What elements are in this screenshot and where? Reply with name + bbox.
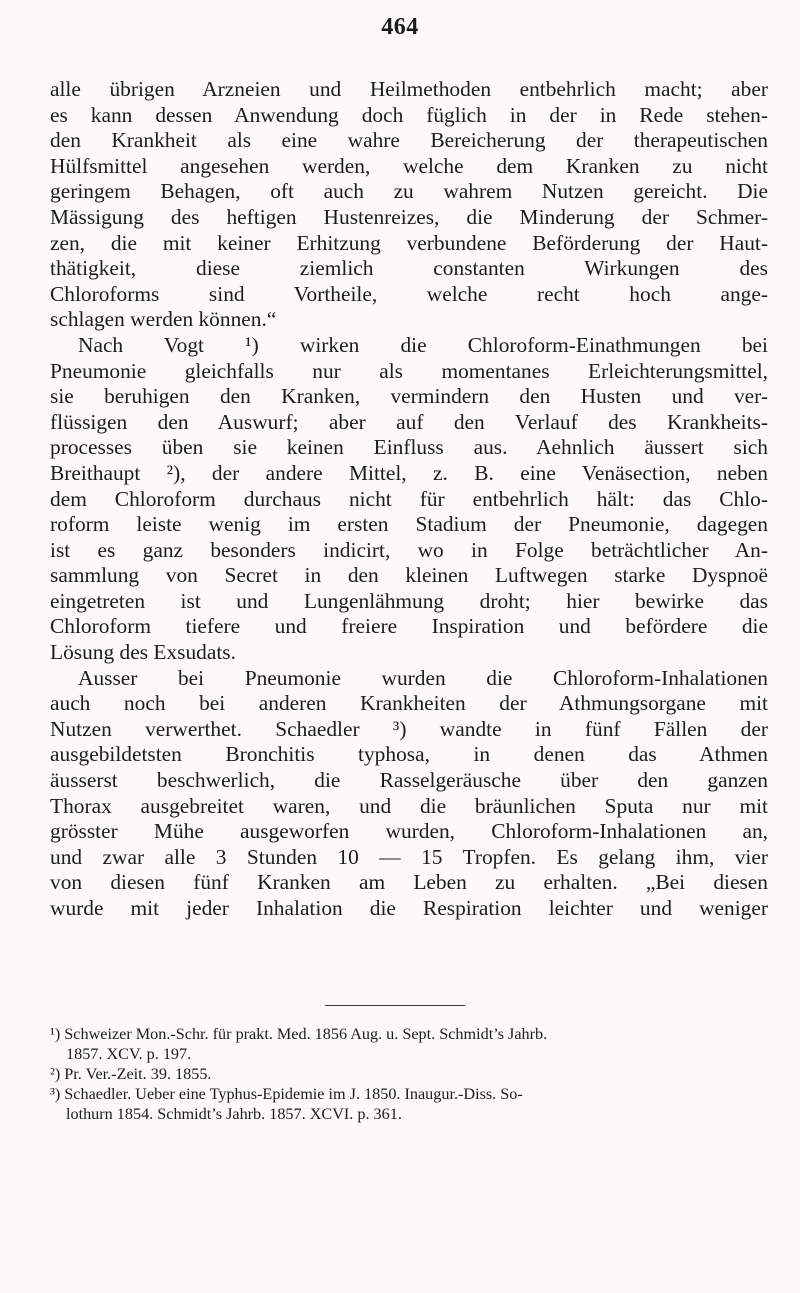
- footnote-line: 1857. XCV. p. 197.: [66, 1045, 192, 1063]
- text-line: processes üben sie keinen Einfluss aus. Aehnlich äussert sich: [50, 435, 768, 460]
- text-line: alle übrigen Arzneien und Heilmethoden entbehrlich macht; aber: [50, 77, 768, 101]
- page-number: 464: [381, 14, 419, 40]
- text-line: wurde mit jeder Inhalation die Respiration leichter und weniger: [50, 896, 768, 920]
- text-line: Lösung des Exsudats.: [50, 640, 236, 665]
- text-line: thätigkeit, diese ziemlich constanten Wirkungen des: [50, 256, 768, 281]
- text-line: zen, die mit keiner Erhitzung verbundene Beförderung der Haut-: [50, 230, 768, 255]
- text-line: ausgebildetsten Bronchitis typhosa, in denen das Athmen: [50, 742, 768, 767]
- text-line: geringem Behagen, oft auch zu wahrem Nutzen gereicht. Die: [50, 179, 768, 204]
- text-line: dem Chloroform durchaus nicht für entbehrlich hält: das Chlo-: [50, 486, 768, 511]
- text-line: Hülfsmittel angesehen werden, welche dem Kranken zu nicht: [50, 153, 768, 178]
- text-line: es kann dessen Anwendung doch füglich in der in Rede stehen-: [50, 102, 768, 127]
- text-line: grösster Mühe ausgeworfen wurden, Chloroform-Inhalationen an,: [50, 819, 768, 844]
- text-line: und zwar alle 3 Stunden 10 — 15 Tropfen. Es gelang ihm, vier: [50, 844, 768, 869]
- footnote-line: lothurn 1854. Schmidt’s Jahrb. 1857. XCVI. p. 361.: [66, 1105, 402, 1123]
- text-line: Nach Vogt ¹) wirken die Chloroform-Einathmungen bei: [78, 332, 768, 357]
- body-text: [50, 77, 768, 922]
- text-line: ist es ganz besonders indicirt, wo in Folge beträchtlicher An-: [50, 537, 768, 562]
- text-line: den Krankheit als eine wahre Bereicherung der therapeutischen: [50, 128, 768, 153]
- text-line: schlagen werden können.“: [50, 307, 277, 332]
- footnote-line: ¹) Schweizer Mon.-Schr. für prakt. Med. 1856 Aug. u. Sept. Schmidt’s Jahrb.: [50, 1025, 548, 1043]
- text-line: Chloroforms sind Vortheile, welche recht hoch ange-: [50, 281, 768, 306]
- text-line: flüssigen den Auswurf; aber auf den Verlauf des Krankheits-: [50, 409, 768, 434]
- text-line: Ausser bei Pneumonie wurden die Chloroform-Inhalationen: [78, 665, 768, 690]
- text-line: Mässigung des heftigen Hustenreizes, die Minderung der Schmer-: [50, 204, 768, 229]
- text-line: sammlung von Secret in den kleinen Luftwegen starke Dyspnoë: [50, 563, 768, 588]
- footnote-separator: [325, 1005, 465, 1006]
- text-line: äusserst beschwerlich, die Rasselgeräusche über den ganzen: [50, 768, 768, 793]
- text-line: roform leiste wenig im ersten Stadium der Pneumonie, dagegen: [50, 512, 768, 537]
- text-line: Chloroform tiefere und freiere Inspiration und befördere die: [50, 614, 768, 639]
- text-line: Pneumonie gleichfalls nur als momentanes Erleichterungsmittel,: [50, 358, 768, 383]
- footnotes: [50, 1024, 768, 1124]
- text-line: Thorax ausgebreitet waren, und die bräunlichen Sputa nur mit: [50, 793, 768, 818]
- text-line: von diesen fünf Kranken am Leben zu erhalten. „Bei diesen: [50, 870, 768, 895]
- text-line: sie beruhigen den Kranken, vermindern den Husten und ver-: [50, 384, 768, 409]
- text-line: eingetreten ist und Lungenlähmung droht; hier bewirke das: [50, 588, 768, 613]
- footnote-line: ²) Pr. Ver.-Zeit. 39. 1855.: [50, 1065, 212, 1083]
- text-line: auch noch bei anderen Krankheiten der Athmungsorgane mit: [50, 691, 768, 716]
- text-line: Breithaupt ²), der andere Mittel, z. B. eine Venäsection, neben: [50, 460, 768, 485]
- text-line: Nutzen verwerthet. Schaedler ³) wandte in fünf Fällen der: [50, 716, 768, 741]
- footnote-line: ³) Schaedler. Ueber eine Typhus-Epidemie im J. 1850. Inaugur.-Diss. So-: [50, 1085, 523, 1103]
